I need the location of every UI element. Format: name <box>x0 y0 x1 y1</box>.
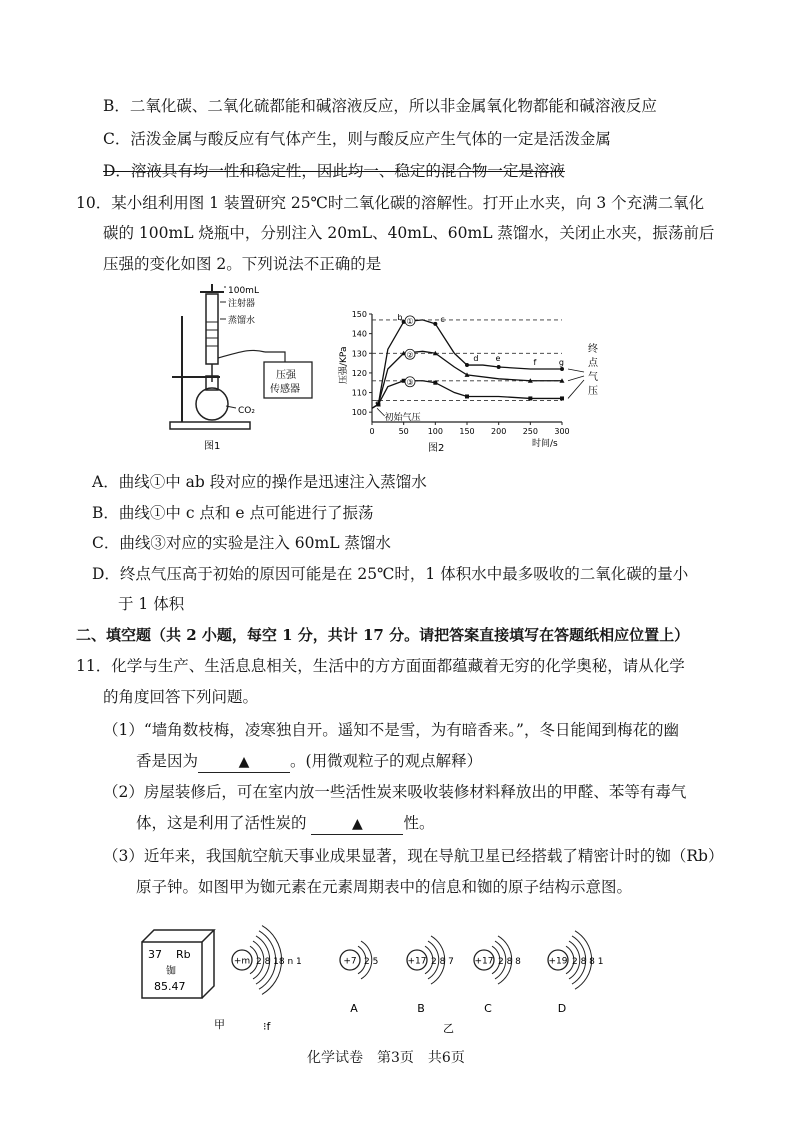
atom-shell-electrons: 2 8 8 1 <box>572 957 604 967</box>
end-pointer-3 <box>568 380 584 398</box>
point-label-d: d <box>473 354 479 364</box>
q10-stem-line2: 碳的 100mL 烧瓶中，分别注入 20mL、40mL、60mL 蒸馏水，关闭止水夹，振荡前后 <box>103 224 715 242</box>
x-tick-label: 50 <box>398 427 409 436</box>
q11-part2-line1: （2）房屋装修后，可在室内放一些活性炭来吸收装修材料释放出的甲醛、苯等有毒气 <box>103 783 687 801</box>
syringe-volume-label: 100mL <box>228 286 259 296</box>
end-pointer-1 <box>568 369 584 372</box>
label-mark: ⁝f <box>263 1020 271 1033</box>
point-label-e: e <box>495 354 501 364</box>
atom-shell-electrons: 2 8 18 n 1 <box>256 957 302 967</box>
q11-part3-line2: 原子钟。如图甲为铷元素在元素周期表中的信息和铷的原子结构示意图。 <box>136 878 633 896</box>
q11-stem-line2: 的角度回答下列问题。 <box>103 688 259 706</box>
syringe-body <box>206 294 218 364</box>
point-label-c: c <box>440 314 445 324</box>
stand-base <box>170 422 250 429</box>
answer-blank-1[interactable]: ▲ <box>198 751 290 773</box>
end-pressure-label: 压 <box>588 386 598 397</box>
q10-option-d-line2: 于 1 体积 <box>118 595 185 613</box>
atom-nucleus-charge: +m <box>233 956 251 967</box>
y-tick-label: 100 <box>351 408 367 418</box>
series-point <box>528 396 532 400</box>
element-mass: 85.47 <box>154 980 186 993</box>
q11-part2-line2: 体，这是利用了活性炭的 ▲ 性。 <box>136 813 434 835</box>
q10-stem-line1: 10．某小组利用图 1 装置研究 25℃时二氧化碳的溶解性。打开止水夹，向 3 个充满二氧化 <box>76 194 705 212</box>
sensor-label-1: 压强 <box>276 370 296 381</box>
atom-shell-electrons: 2 5 <box>364 957 379 967</box>
q9-option-d: D．溶液具有均一性和稳定性，因此均一、稳定的混合物一定是溶液 <box>103 162 565 180</box>
label-yi: 乙 <box>443 1022 454 1034</box>
co2-label: CO₂ <box>238 406 255 416</box>
series-point <box>433 322 437 326</box>
end-pointer-2 <box>568 376 584 381</box>
atom-label: B <box>417 1002 425 1015</box>
atom-label: D <box>557 1002 567 1015</box>
water-label: 蒸馏水 <box>228 316 256 326</box>
point-label-a: a <box>375 397 381 407</box>
figure2-caption: 图2 <box>428 443 445 454</box>
end-pressure-label: 终 <box>588 344 598 355</box>
end-pressure-label: 点 <box>588 358 598 369</box>
atom-nucleus-charge: +17 <box>474 956 494 967</box>
atom-nucleus-charge: +19 <box>548 956 568 967</box>
point-label-f: f <box>533 358 537 368</box>
y-tick-label: 110 <box>351 388 367 398</box>
initial-pressure-pointer <box>377 408 385 416</box>
element-atomic-number: 37 <box>148 948 162 961</box>
q10-stem-line3: 压强的变化如图 2。下列说法不正确的是 <box>103 255 382 273</box>
q10-option-b: B．曲线①中 c 点和 e 点可能进行了振荡 <box>92 504 374 522</box>
series-point <box>465 363 469 367</box>
x-tick-label: 250 <box>522 427 538 436</box>
point-label-g: g <box>558 358 564 368</box>
end-pressure-label: 气 <box>588 372 598 383</box>
x-tick-label: 0 <box>369 427 375 436</box>
atom-diagram-C <box>474 936 521 1015</box>
answer-blank-2[interactable]: ▲ <box>311 813 403 835</box>
element-symbol: Rb <box>176 948 191 961</box>
page-footer: 化学试卷 第3页 共6页 <box>307 1050 465 1066</box>
section2-heading: 二、填空题（共 2 小题，每空 1 分，共计 17 分。请把答案直接填写在答题纸相应位置上） <box>76 626 690 644</box>
q11-part3-line1: （3）近年来，我国航空航天事业成果显著，现在导航卫星已经搭载了精密计时的铷（Rb） <box>103 847 724 865</box>
series-name-label: ① <box>406 316 414 326</box>
y-tick-label: 120 <box>351 368 367 378</box>
y-tick-label: 140 <box>351 329 367 339</box>
x-tick-label: 150 <box>459 427 475 436</box>
q9-option-c: C．活泼金属与酸反应有气体产生，则与酸反应产生气体的一定是活泼金属 <box>103 130 611 148</box>
series-point <box>465 394 469 398</box>
element-card-rb <box>142 930 214 998</box>
atom-label: A <box>350 1002 358 1015</box>
q9-option-b: B．二氧化碳、二氧化硫都能和碱溶液反应，所以非金属氧化物都能和碱溶液反应 <box>103 97 657 115</box>
initial-pressure-label: 初始气压 <box>384 413 421 423</box>
atom-shell-electrons: 2 8 7 <box>431 957 454 967</box>
atom-structure-figure <box>130 922 650 1034</box>
point-label-b: b <box>397 312 403 322</box>
q11-part1-line2: 香是因为 ▲ 。(用微观粒子的观点解释） <box>136 751 482 773</box>
y-axis-label: 压强/KPa <box>339 346 349 384</box>
figure2-pressure-chart <box>336 306 606 456</box>
syringe-label: 注射器 <box>228 299 256 309</box>
atom-diagram-D <box>548 931 604 1015</box>
y-tick-label: 130 <box>351 349 367 359</box>
atom-diagram-rb <box>232 926 302 995</box>
x-tick-label: 100 <box>427 427 443 436</box>
q10-option-d-line1: D．终点气压高于初始的原因可能是在 25℃时，1 体积水中最多吸收的二氧化碳的量小 <box>92 565 689 583</box>
figure1-caption: 图1 <box>204 441 221 452</box>
x-tick-label: 300 <box>554 427 570 436</box>
x-axis-label: 时间/s <box>532 439 558 449</box>
flask <box>196 388 228 420</box>
atom-nucleus-charge: +7 <box>343 956 357 967</box>
q10-option-a: A．曲线①中 ab 段对应的操作是迅速注入蒸馏水 <box>92 473 427 491</box>
atom-nucleus-charge: +17 <box>407 956 427 967</box>
x-tick-label: 200 <box>491 427 507 436</box>
q11-part1-line1: （1）“墙角数枝梅，凌寒独自开。遥知不是雪，为有暗香来。”，冬日能闻到梅花的幽 <box>103 721 679 739</box>
q10-option-c: C．曲线③对应的实验是注入 60mL 蒸馏水 <box>92 534 391 552</box>
y-tick-label: 150 <box>351 310 367 319</box>
atom-diagram-A <box>340 941 378 1015</box>
series-name-label: ② <box>406 350 414 360</box>
series-point <box>560 396 564 400</box>
atom-shell-electrons: 2 8 8 <box>498 957 521 967</box>
figure1-apparatus <box>160 282 320 454</box>
series-name-label: ③ <box>406 377 414 387</box>
atom-diagram-B <box>407 936 454 1015</box>
label-jia: 甲 <box>214 1018 225 1031</box>
series-point <box>560 367 564 371</box>
q11-stem-line1: 11．化学与生产、生活息息相关，生活中的方方面面都蕴藏着无穷的化学奥秘，请从化学 <box>76 657 685 675</box>
sensor-label-2: 传感器 <box>270 384 300 395</box>
element-name: 铷 <box>166 966 176 977</box>
atom-label: C <box>484 1002 492 1015</box>
series-point <box>433 381 437 385</box>
series-point <box>497 365 501 369</box>
